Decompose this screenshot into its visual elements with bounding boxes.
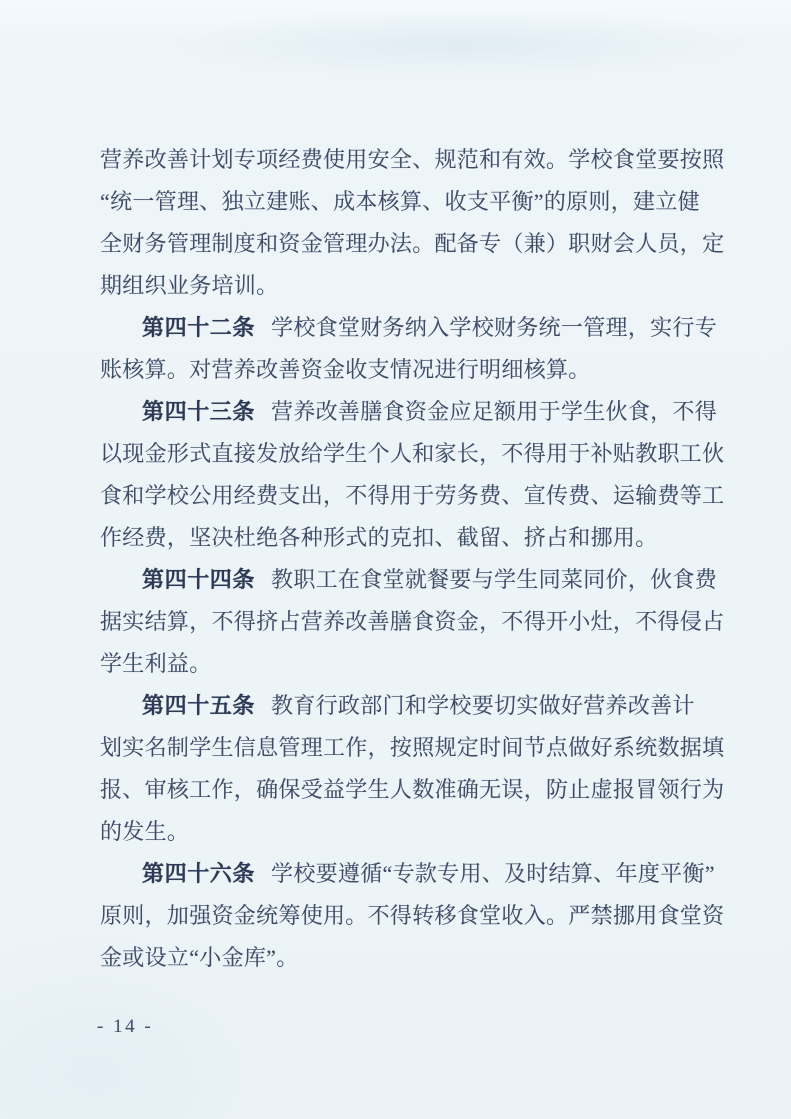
line-text: 期组织业务培训。: [100, 273, 279, 298]
text-line: [100, 181, 734, 223]
line-text: 教育行政部门和学校要切实做好营养改善计: [271, 693, 695, 718]
article-number: 第四十六条: [142, 861, 256, 886]
line-text: 学生利益。: [100, 651, 212, 676]
text-line: [100, 811, 734, 853]
line-text: 食和学校公用经费支出，不得用于劳务费、宣传费、运输费等工: [100, 483, 725, 508]
article-number: 第四十五条: [142, 693, 256, 718]
article-number: 第四十二条: [142, 315, 256, 340]
text-line: [100, 895, 734, 937]
line-text: 营养改善膳食资金应足额用于学生伙食，不得: [271, 399, 718, 424]
line-text: “统一管理、独立建账、成本核算、收支平衡”的原则，建立健: [100, 189, 700, 214]
article-number: 第四十三条: [142, 399, 256, 424]
text-line: [100, 433, 734, 475]
text-line-article-45: [100, 685, 734, 727]
article-number: 第四十四条: [142, 567, 256, 592]
line-text: 划实名制学生信息管理工作，按照规定时间节点做好系统数据填: [100, 735, 725, 760]
line-text: 全财务管理制度和资金管理办法。配备专（兼）职财会人员，定: [100, 231, 725, 256]
text-line: [100, 643, 734, 685]
line-text: 学校食堂财务纳入学校财务统一管理，实行专: [271, 315, 718, 340]
line-text: 账核算。对营养改善资金收支情况进行明细核算。: [100, 357, 591, 382]
text-line: [100, 349, 734, 391]
text-line-article-44: [100, 559, 734, 601]
line-text: 以现金形式直接发放给学生个人和家长，不得用于补贴教职工伙: [100, 441, 725, 466]
text-line-article-46: [100, 853, 734, 895]
line-text: 报、审核工作，确保受益学生人数准确无误，防止虚报冒领行为: [100, 777, 725, 802]
text-line: [100, 475, 734, 517]
line-text: 营养改善计划专项经费使用安全、规范和有效。学校食堂要按照: [100, 147, 725, 172]
line-text: 学校要遵循“专款专用、及时结算、年度平衡”: [271, 861, 715, 886]
line-text: 原则，加强资金统筹使用。不得转移食堂收入。严禁挪用食堂资: [100, 903, 725, 928]
line-text: 据实结算，不得挤占营养改善膳食资金，不得开小灶，不得侵占: [100, 609, 725, 634]
text-line: [100, 139, 734, 181]
text-line: [100, 769, 734, 811]
text-line-article-43: [100, 391, 734, 433]
document-body: [100, 139, 734, 979]
text-line: [100, 937, 734, 979]
text-line: [100, 601, 734, 643]
line-text: 的发生。: [100, 819, 190, 844]
text-line: [100, 265, 734, 307]
line-text: 教职工在食堂就餐要与学生同菜同价，伙食费: [271, 567, 718, 592]
line-text: 金或设立“小金库”。: [100, 945, 299, 970]
text-line-article-42: [100, 307, 734, 349]
text-line: [100, 223, 734, 265]
text-line: [100, 517, 734, 559]
line-text: 作经费，坚决杜绝各种形式的克扣、截留、挤占和挪用。: [100, 525, 658, 550]
page-number: - 14 -: [97, 1016, 154, 1037]
text-line: [100, 727, 734, 769]
